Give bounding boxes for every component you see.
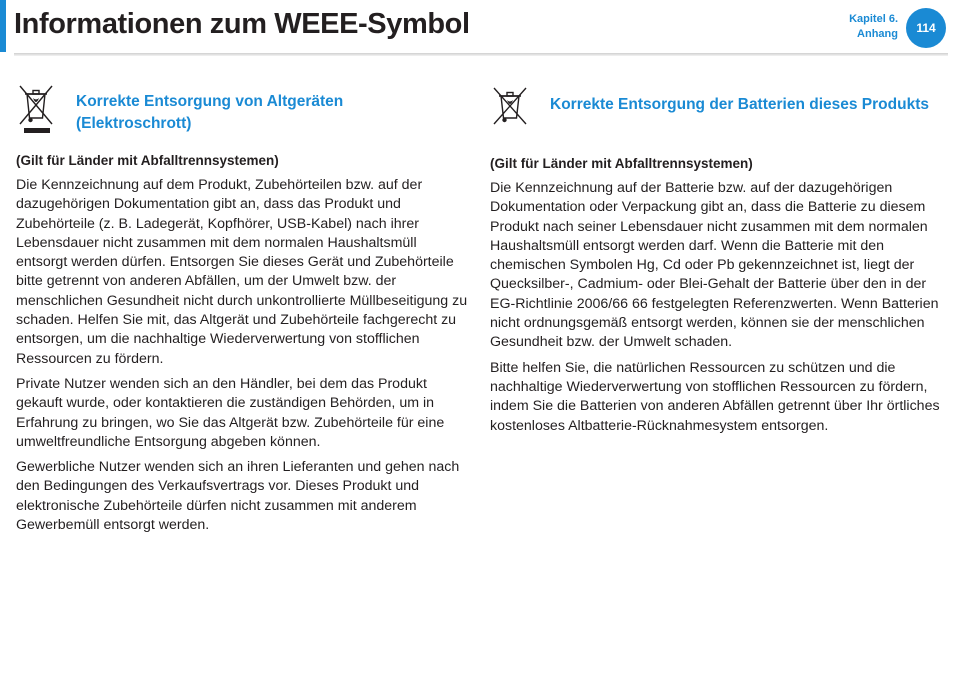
weee-applicability-note: (Gilt für Länder mit Abfalltrennsystemen) <box>16 153 279 168</box>
weee-paragraph: Gewerbliche Nutzer wenden sich an ihren Lieferanten und gehen nach den Bedingungen des Verkaufsvertrags vor. Dieses Produkt und elektronische Zubehörteile dürfen nicht zusammen mit anderem Gewerbemüll entsorgt werden. <box>16 459 460 534</box>
battery-applicability-note: (Gilt für Länder mit Abfalltrennsystemen) <box>490 156 753 171</box>
page-title: Informationen zum WEEE-Symbol <box>14 8 470 40</box>
page-number-badge: 114 <box>906 8 946 48</box>
crossed-out-bin-icon <box>490 86 530 130</box>
chapter-number: Kapitel 6. <box>849 13 898 25</box>
battery-section-header <box>490 86 942 146</box>
weee-section-header <box>16 84 468 144</box>
battery-section-title: Korrekte Entsorgung der Batterien dieses Produkts <box>550 96 929 113</box>
chapter-name: Anhang <box>857 28 898 40</box>
weee-section-title: Korrekte Entsorgung von Altgeräten (Elektroschrott) <box>76 93 344 132</box>
header-divider <box>14 53 948 56</box>
battery-paragraph: Die Kennzeichnung auf der Batterie bzw. auf der dazugehörigen Dokumentation oder Verpackung gibt an, dass die Batterie zu diesem Produkt nach seiner Lebensdauer nicht zusammen mit dem normalen Haushaltsmüll entsorgt werden darf. Wenn die Batterie mit den chemischen Symbolen Hg, Cd oder Pb gekennzeichnet ist, liegt der Quecksilber-, Cadmium- oder Blei-Gehalt der Batterie über den in der EG-Richtlinie 2006/66 66 festgelegten Referenzwerten. Wenn Batterien nicht ordnungsgemäß entsorgt werden, können sie der menschlichen Gesundheit bzw. der Umwelt schaden. <box>490 180 939 351</box>
battery-section-body <box>490 154 942 442</box>
battery-paragraph: Bitte helfen Sie, die natürlichen Ressourcen zu schützen und die nachhaltige Wiederverwertung von stofflichen Ressourcen zu fördern, indem Sie die Batterien von anderen Abfällen getrennt über Ihr örtliches kostenloses Altbatterie-Rücknahmesystem entsorgen. <box>490 359 940 434</box>
weee-paragraph: Private Nutzer wenden sich an den Händler, bei dem das Produkt gekauft wurde, oder kontaktieren die zuständigen Behörden, um in Erfahrung zu bringen, wo Sie das Altgerät bzw. Zubehörteile für eine umweltfreundliche Entsorgung abgeben können. <box>16 375 445 450</box>
weee-section-body <box>16 151 468 541</box>
chapter-label <box>849 12 898 42</box>
crossed-out-bin-icon <box>16 84 56 138</box>
header-accent-bar <box>0 0 6 52</box>
weee-paragraph: Die Kennzeichnung auf dem Produkt, Zubehörteilen bzw. auf der dazugehörigen Dokumentation gibt an, dass das Produkt und Zubehörteile (z. B. Ladegerät, Kopfhörer, USB-Kabel) nach ihrer Lebensdauer nicht zusammen mit dem normalen Haushaltsmüll entsorgt werden dürfen. Entsorgen Sie dieses Gerät und Zubehörteile bitte getrennt von anderen Abfällen, um der Umwelt bzw. der menschlichen Gesundheit nicht durch unkontrollierte Müllbeseitigung zu schaden. Helfen Sie mit, das Altgerät und Zubehörteile fachgerecht zu entsorgen, um die nachhaltige Wiederverwertung von stofflichen Ressourcen zu fördern. <box>16 177 468 367</box>
